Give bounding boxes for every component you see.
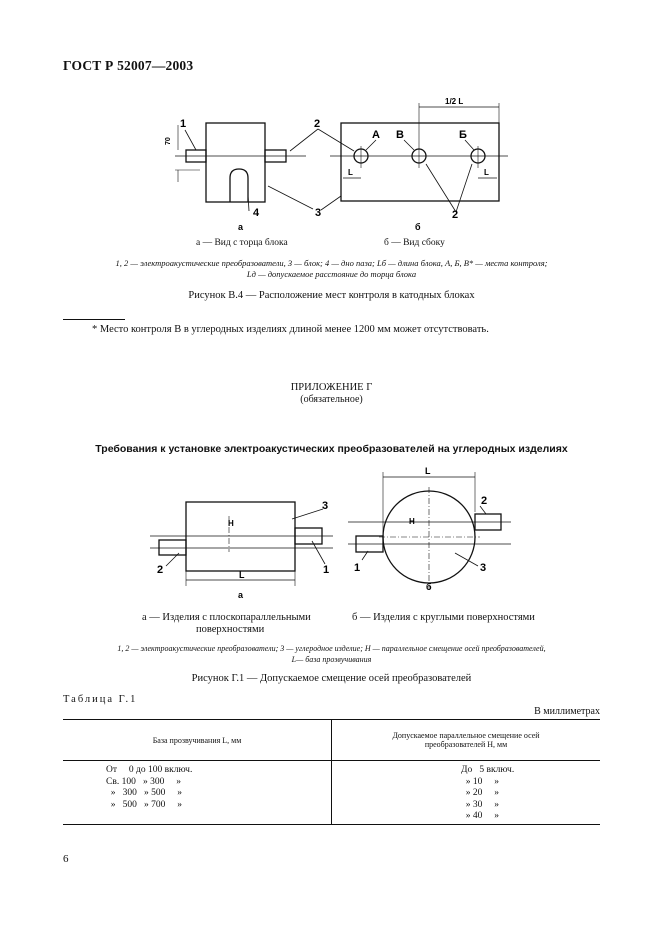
g-sub-caption-b: б — Изделия с круглыми поверхностями (352, 612, 535, 623)
ld-left: L (348, 168, 353, 177)
figure-g1-legend-1: 1, 2 — электроакустические преобразователи; 3 — углеродное изделие; H — параллельное смещение осей преобразователей, (117, 644, 546, 653)
table-row: » 500 » 700 » (106, 799, 182, 810)
table-row: Св. 100 » 300 » (106, 776, 181, 787)
label-2: 2 (314, 118, 321, 130)
label-2b: 2 (452, 209, 459, 221)
label-pA: А (372, 129, 380, 141)
label-1: 1 (180, 118, 187, 130)
view-label-a: а (238, 222, 244, 232)
g-label-2b: 2 (481, 495, 488, 507)
figure-b4-caption: Рисунок В.4 — Расположение мест контроля в катодных блоках (188, 290, 475, 301)
table-row: » 20 » (461, 788, 499, 798)
g-label-Lb: L (425, 466, 431, 476)
dim-70: 70 (165, 137, 172, 145)
g-label-1a: 1 (323, 564, 330, 576)
g-label-3b: 3 (480, 562, 487, 574)
requirements-heading: Требования к установке электроакустических преобразователей на углеродных изделиях (95, 443, 568, 455)
table-title: Таблица Г.1 (63, 694, 138, 705)
flat-product (186, 502, 295, 571)
label-pV: В (396, 129, 404, 141)
g-label-2a: 2 (157, 564, 164, 576)
label-3: 3 (315, 207, 322, 219)
table-row: » 30 » (461, 799, 499, 810)
g-label-Hb: H (409, 517, 415, 526)
figure-b4-legend-1: 1, 2 — электроакустические преобразователи, 3 — блок; 4 — дно паза; Lб — длина блока, А, Б, В* — места контроля; (115, 258, 548, 268)
transducer-2-g-a (159, 540, 186, 555)
table-col1-cell (63, 761, 332, 825)
figure-g1-legend-2: L— база прозвучивания (291, 655, 372, 664)
table-col2-header (332, 720, 601, 761)
table-row: От 0 до 100 включ. (106, 765, 193, 775)
page-number: 6 (63, 853, 69, 865)
appendix-status: (обязательное) (300, 394, 363, 405)
view-label-b: б (415, 222, 421, 232)
table-body-row (63, 761, 600, 825)
table-row: » 10 » (461, 776, 499, 787)
table-col2-header-line1: Допускаемое параллельное смещение осей (392, 731, 540, 740)
sub-caption-b: б — Вид сбоку (384, 238, 445, 248)
g-label-1b: 1 (354, 562, 361, 574)
table-col2-cell (332, 761, 601, 825)
table-row: До 5 включ. (461, 765, 515, 775)
g-sub-caption-a-1: а — Изделия с плоскопараллельными (142, 612, 311, 623)
table-g1 (63, 719, 600, 825)
label-4: 4 (253, 207, 260, 219)
footnote: * Место контроля В в углеродных изделиях длиной менее 1200 мм может отсутствовать. (92, 324, 489, 335)
table-header-row (63, 720, 600, 761)
appendix-title: ПРИЛОЖЕНИЕ Г (290, 382, 373, 393)
g-label-Ha: H (228, 519, 234, 528)
sub-caption-a: а — Вид с торца блока (196, 238, 288, 248)
table-col2-header-line2: преобразователей H, мм (424, 740, 508, 749)
table-row: » 300 » 500 » (106, 788, 182, 798)
table-row: » 40 » (461, 811, 499, 821)
half-lb-label: 1/2 L (445, 97, 464, 106)
g-sub-caption-a-2: поверхностями (196, 624, 265, 635)
g-view-a: а (238, 590, 244, 600)
document-header: ГОСТ Р 52007—2003 (63, 58, 194, 73)
table-units: В миллиметрах (534, 706, 600, 717)
figure-g1-caption: Рисунок Г.1 — Допускаемое смещение осей преобразователей (191, 673, 472, 684)
g-label-3a: 3 (322, 500, 329, 512)
g-view-b: б (426, 582, 432, 592)
g-label-La: L (239, 570, 245, 580)
figure-b4-legend-2: Lд — допускаемое расстояние до торца блока (246, 269, 417, 279)
ld-right: L (484, 168, 489, 177)
label-pB: Б (459, 129, 467, 141)
table-col1-header: База прозвучивания L, мм (63, 720, 332, 761)
